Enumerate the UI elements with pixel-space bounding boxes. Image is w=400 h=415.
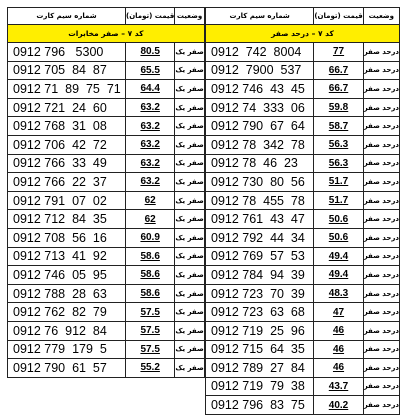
phone-number [206,228,314,247]
table-row [206,266,400,285]
price-value-text: 57.5 [140,306,160,318]
phone-number [206,98,314,117]
table-row [206,210,400,229]
phone-number [206,191,314,210]
price-value-text: 48.3 [328,288,349,300]
phone-number-text: 0912 78 46 23 [211,156,298,171]
phone-number [206,303,314,322]
status-label [175,80,204,99]
price-value [314,173,363,192]
phone-number [206,43,314,62]
status-label-text: درحد صفر [363,196,399,205]
status-label [363,80,399,99]
phone-number-text: 0912 730 80 56 [211,174,305,189]
phone-number-text: 0912 784 94 39 [211,267,305,282]
status-label [363,377,399,396]
phone-number-text: 0912 719 79 38 [211,379,305,394]
status-label [175,340,204,359]
phone-number-text: 0912 796 83 75 [211,398,305,413]
price-value-text: 46 [332,362,345,374]
status-label [175,266,204,285]
status-label-text: درحد صفر [363,233,399,242]
status-label-text: صفر یک [175,140,204,149]
left-price-table [7,7,205,378]
status-label [175,135,204,154]
price-value-text: 80.5 [140,46,160,58]
table-row [8,80,205,99]
table-row [8,247,205,266]
status-label-text: صفر یک [175,103,204,112]
table-row [8,321,205,340]
price-value-text: 63.2 [140,176,160,188]
phone-number [206,321,314,340]
status-label [363,321,399,340]
price-value-text: 56.3 [328,139,349,151]
price-value [126,266,175,285]
price-value [126,247,175,266]
status-label-text: صفر یک [175,326,204,335]
status-label-text: درحد صفر [363,308,399,317]
status-label-text: درحد صفر [363,270,399,279]
phone-number [206,61,314,80]
price-value [126,340,175,359]
price-value-text: 77 [332,46,345,58]
table-row [8,266,205,285]
price-value [126,80,175,99]
price-value [314,266,363,285]
phone-number [8,117,126,136]
status-label [363,154,399,173]
status-label [175,117,204,136]
price-value [314,117,363,136]
table-row [8,117,205,136]
price-value [314,396,363,415]
table-row [206,117,400,136]
header-price: قیمت (تومان) [314,8,363,25]
price-value [314,284,363,303]
phone-number [8,43,126,62]
phone-number [206,377,314,396]
table-row [206,135,400,154]
status-label-text: درحد صفر [363,177,399,186]
phone-number-text: 0912 768 31 08 [13,119,107,134]
status-label-text: صفر یک [175,159,204,168]
status-label [363,135,399,154]
phone-number [206,247,314,266]
status-label-text: صفر یک [175,289,204,298]
phone-number [206,80,314,99]
price-value-text: 57.5 [140,325,160,337]
table-row [8,210,205,229]
phone-number [8,98,126,117]
status-label [363,117,399,136]
status-label-text: درحد صفر [363,84,399,93]
status-label-text: درحد صفر [363,363,399,372]
status-label [363,396,399,415]
phone-number-text: 0912 708 56 16 [13,230,107,245]
price-value-text: 63.2 [140,102,160,114]
phone-number-text: 0912 761 43 47 [211,212,305,227]
status-label [363,173,399,192]
price-value-text: 57.5 [140,343,160,355]
table-row [8,173,205,192]
price-value-text: 50.6 [328,232,349,244]
status-label-text: درحد صفر [363,103,399,112]
price-value-text: 64.4 [140,83,160,95]
price-value-text: 66.7 [328,83,349,95]
status-label [363,266,399,285]
status-label-text: درحد صفر [363,140,399,149]
status-label [175,191,204,210]
price-value-text: 66.7 [328,64,349,76]
status-label-text: صفر یک [175,47,204,56]
price-value [314,210,363,229]
phone-number-text: 0912 78 342 78 [211,137,305,152]
price-value [314,228,363,247]
status-label-text: صفر یک [175,363,204,372]
price-value [126,154,175,173]
price-value-text: 50.6 [328,213,349,225]
phone-number-text: 0912 715 64 35 [211,342,305,357]
table-row [206,43,400,62]
phone-number [8,359,126,378]
table-row [206,80,400,99]
phone-number-text: 0912 790 67 64 [211,119,305,134]
status-label-text: صفر یک [175,345,204,354]
price-value-text: 63.2 [140,139,160,151]
status-label [175,321,204,340]
table-row [8,359,205,378]
price-value-text: 58.6 [140,269,160,281]
phone-number-text: 0912 766 33 49 [13,156,107,171]
status-label [175,303,204,322]
phone-number [8,247,126,266]
status-label [363,303,399,322]
table-row [8,135,205,154]
header-status: وضعیت [363,8,399,25]
phone-number [8,340,126,359]
price-value-text: 62 [144,195,156,207]
price-value-text: 49.4 [328,250,349,262]
status-label [175,98,204,117]
phone-number [8,303,126,322]
phone-number-text: 0912 746 43 45 [211,81,305,96]
status-label [175,284,204,303]
section-title-row [8,25,205,43]
phone-number-text: 0912 712 84 35 [13,212,107,227]
table-row [8,191,205,210]
status-label-text: صفر یک [175,308,204,317]
table-row [206,284,400,303]
phone-number-text: 0912 74 333 06 [211,100,305,115]
phone-number-text: 0912 723 70 39 [211,286,305,301]
price-value [314,43,363,62]
price-value [126,321,175,340]
phone-number-text: 0912 719 25 96 [211,323,305,338]
status-label [175,173,204,192]
price-value [314,247,363,266]
status-label [175,247,204,266]
table-row [206,191,400,210]
price-value-text: 65.5 [140,64,160,76]
header-price: قیمت (تومان) [126,8,175,25]
status-label-text: درحد صفر [363,47,399,56]
status-label-text: صفر یک [175,252,204,261]
status-label-text: درحد صفر [363,122,399,131]
table-row [206,303,400,322]
table-row [8,340,205,359]
price-value-text: 58.6 [140,250,160,262]
price-value-text: 60.9 [140,232,160,244]
phone-number-text: 0912 790 61 57 [13,360,107,375]
phone-number [206,359,314,378]
price-value [126,284,175,303]
status-label [175,61,204,80]
price-value-text: 46 [332,325,345,337]
phone-number [8,80,126,99]
phone-number-text: 0912 705 84 87 [13,63,107,78]
phone-number [8,154,126,173]
status-label [363,98,399,117]
table-row [8,61,205,80]
phone-number [206,266,314,285]
price-value [314,359,363,378]
status-label [363,228,399,247]
status-label-text: صفر یک [175,177,204,186]
phone-number-text: 0912 746 05 95 [13,267,107,282]
price-value [126,210,175,229]
status-label [175,359,204,378]
status-label-text: صفر یک [175,196,204,205]
table-row [8,98,205,117]
header-number: شماره سیم کارت [206,8,314,25]
price-value [126,173,175,192]
table-row [8,43,205,62]
status-label [363,247,399,266]
status-label-text: صفر یک [175,233,204,242]
phone-number [206,117,314,136]
price-value [126,43,175,62]
price-value-text: 51.7 [328,176,349,188]
price-value-text: 62 [144,213,156,225]
phone-number [206,340,314,359]
phone-number [206,173,314,192]
phone-number [8,266,126,285]
price-value-text: 58.6 [140,288,160,300]
status-label-text: صفر یک [175,122,204,131]
status-label [175,154,204,173]
price-value [126,135,175,154]
phone-number [8,210,126,229]
price-value [314,340,363,359]
phone-number [8,135,126,154]
price-value [126,359,175,378]
table-row [206,173,400,192]
price-value [126,228,175,247]
price-value [126,191,175,210]
price-value-text: 49.4 [328,269,349,281]
table-row [206,228,400,247]
price-value [126,98,175,117]
price-value [314,303,363,322]
header-status: وضعیت [175,8,204,25]
status-label [363,43,399,62]
phone-number-text: 0912 742 8004 [211,44,302,59]
table-header [8,8,205,25]
status-label [363,191,399,210]
phone-number-text: 0912 779 179 5 [13,342,107,357]
status-label-text: درحد صفر [363,401,399,410]
table-row [206,321,400,340]
phone-number-text: 0912 723 63 68 [211,305,305,320]
status-label [363,340,399,359]
phone-number [8,321,126,340]
price-value [314,61,363,80]
phone-number-text: 0912 788 28 63 [13,286,107,301]
table-row [8,303,205,322]
phone-number-text: 0912 791 07 02 [13,193,107,208]
phone-number-text: 0912 796 5300 [13,44,104,59]
status-label [175,210,204,229]
status-label [175,43,204,62]
price-value [314,80,363,99]
status-label-text: درحد صفر [363,326,399,335]
status-label-text: درحد صفر [363,345,399,354]
phone-number [8,173,126,192]
status-label [363,359,399,378]
status-label-text: درحد صفر [363,382,399,391]
price-value-text: 55.2 [140,362,160,374]
table-row [8,284,205,303]
status-label-text: درحد صفر [363,159,399,168]
phone-number-text: 0912 713 41 92 [13,249,107,264]
price-value [314,321,363,340]
price-value-text: 40.2 [328,399,349,411]
section-title: کد ۷ – درحد صفر [206,25,400,43]
phone-number [8,61,126,80]
status-label [175,228,204,247]
price-value [314,191,363,210]
price-value-text: 56.3 [328,157,349,169]
status-label-text: صفر یک [175,84,204,93]
section-title-row [206,25,400,43]
phone-number-text: 0912 706 42 72 [13,137,107,152]
table-row [206,359,400,378]
right-price-table [205,7,400,415]
price-value [314,154,363,173]
price-value-text: 46 [332,343,345,355]
header-number: شماره سیم کارت [8,8,126,25]
table-row [206,61,400,80]
phone-number-text: 0912 76 912 84 [13,323,107,338]
phone-number [206,154,314,173]
phone-number-text: 0912 78 455 78 [211,193,305,208]
phone-number-text: 0912 792 44 34 [211,230,305,245]
phone-number-text: 0912 71 89 75 71 [13,81,121,96]
price-value [314,377,363,396]
phone-number [8,191,126,210]
phone-number-text: 0912 789 27 84 [211,360,305,375]
status-label-text: درحد صفر [363,215,399,224]
price-value-text: 58.7 [328,120,349,132]
phone-number-text: 0912 766 22 37 [13,174,107,189]
table-row [206,396,400,415]
table-row [206,98,400,117]
phone-number [8,228,126,247]
phone-number-text: 0912 762 82 79 [13,305,107,320]
table-row [8,154,205,173]
phone-number [206,396,314,415]
status-label-text: صفر یک [175,215,204,224]
table-row [206,247,400,266]
price-value-text: 51.7 [328,195,349,207]
price-value [126,61,175,80]
price-value-text: 63.2 [140,120,160,132]
price-value [126,117,175,136]
section-title: کد ۷ – صفر مخابرات [8,25,205,43]
status-label [363,284,399,303]
price-value-text: 63.2 [140,157,160,169]
phone-number [206,210,314,229]
status-label-text: درحد صفر [363,66,399,75]
table-row [206,377,400,396]
price-value-text: 59.8 [328,102,349,114]
phone-number-text: 0912 769 57 53 [211,249,305,264]
phone-number-text: 0912 721 24 60 [13,100,107,115]
table-row [8,228,205,247]
phone-number [206,135,314,154]
price-value [314,135,363,154]
table-row [206,154,400,173]
phone-number [8,284,126,303]
price-value-text: 43.7 [328,380,349,392]
status-label [363,61,399,80]
phone-number-text: 0912 7900 537 [211,63,302,78]
status-label-text: صفر یک [175,66,204,75]
status-label-text: درحد صفر [363,252,399,261]
table-row [206,340,400,359]
price-value [314,98,363,117]
phone-number [206,284,314,303]
status-label-text: درحد صفر [363,289,399,298]
status-label [363,210,399,229]
table-header [206,8,400,25]
price-value [126,303,175,322]
status-label-text: صفر یک [175,270,204,279]
price-value-text: 47 [332,306,345,318]
